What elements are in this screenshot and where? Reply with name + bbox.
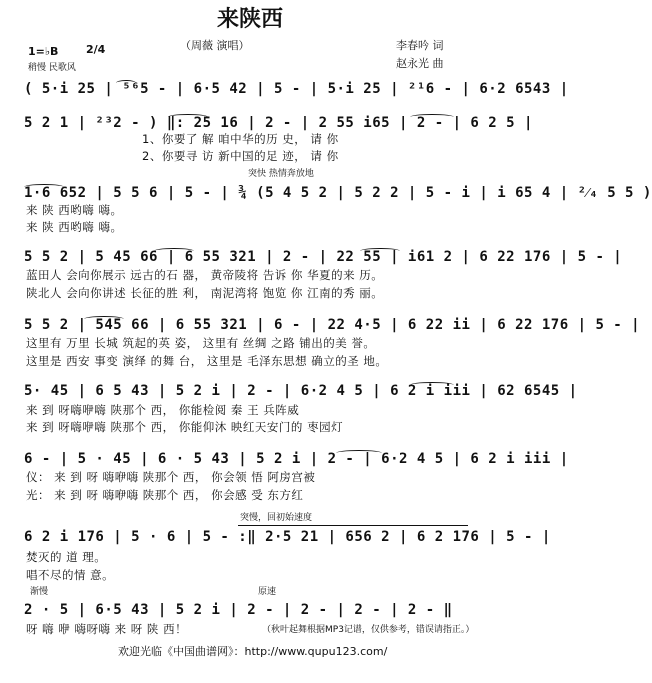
lyric-line: 这里有 万里 长城 筑起的英 姿， 这里有 丝绸 之路 铺出的美 誉。 xyxy=(26,336,376,350)
slur-mark xyxy=(360,248,400,254)
tempo-annotation: 突快 热情奔放地 xyxy=(248,169,314,179)
lyric-line: 唱不尽的情 意。 xyxy=(26,568,115,582)
slur-mark xyxy=(24,184,64,190)
volta-bracket xyxy=(238,525,468,526)
lyric-line: 1、你要了 解 咱中华的历 史， 请 你 xyxy=(142,132,339,146)
notation-line: 1·6 652 | 5 5 6 | 5 - | ¾ (5 4 5 2 | 5 2 2 | 5 - i | i 65 4 | ²⁄₄ 5 5 ) xyxy=(24,185,652,201)
slur-mark xyxy=(336,450,382,456)
notation-line: 5 5 2 | 5 45 66 | 6 55 321 | 2 - | 22 55 | i61 2 | 6 22 176 | 5 - | xyxy=(24,249,623,265)
footnote: （秋叶起舞根据MP3记谱，仅供参考，错误请指正。） xyxy=(262,625,475,635)
composer: 赵永光 曲 xyxy=(396,57,444,70)
tempo-annotation: 渐慢 xyxy=(30,587,49,597)
lyric-line: 仪： 来 到 呀 嗨咿嗨 陕那个 西， 你会领 悟 阿房宫被 xyxy=(26,470,316,484)
notation-line: 6 - | 5 · 45 | 6 · 5 43 | 5 2 i | 2 - | 6·2 4 5 | 6 2 i iii | xyxy=(24,451,569,467)
slur-mark xyxy=(410,114,454,120)
slur-mark xyxy=(84,316,124,322)
notation-line: 5 5 2 | 545 66 | 6 55 321 | 6 - | 22 4·5 | 6 22 ii | 6 22 176 | 5 - | xyxy=(24,317,641,333)
lyric-line: 光： 来 到 呀 嗨咿嗨 陕那个 西， 你会感 受 东方红 xyxy=(26,488,304,502)
lyric-line: 来 到 呀嗨咿嗨 陕那个 西， 你能检阅 秦 王 兵阵威 xyxy=(26,403,300,417)
notation-line: 6 2 i 176 | 5 · 6 | 5 - :‖ 2·5 21 | 656 2 | 6 2 176 | 5 - | xyxy=(24,529,551,545)
tempo-annotation: 突慢，回初始速度 xyxy=(240,513,313,523)
lyric-line: 呀 嗨 咿 嗨呀嗨 来 呀 陕 西！ xyxy=(26,622,188,636)
lyric-line: 来 陕 西哟嗨 嗨。 xyxy=(26,220,123,234)
lyric-line: 焚灭的 道 理。 xyxy=(26,550,107,564)
tempo-annotation: 原速 xyxy=(258,587,277,597)
key-signature: 1=♭B xyxy=(28,45,59,58)
time-signature: 2/4 xyxy=(86,43,106,56)
lyric-line: 2、你要寻 访 新中国的足 迹， 请 你 xyxy=(142,149,339,163)
lyric-line: 陕北人 会向你讲述 长征的胜 利， 南泥湾将 饱览 你 江南的秀 丽。 xyxy=(26,286,384,300)
slur-mark xyxy=(154,248,194,254)
slur-mark xyxy=(116,80,136,86)
notation-line: 5· 45 | 6 5 43 | 5 2 i | 2 - | 6·2 4 5 | 6 2 i iii | 62 6545 | xyxy=(24,383,578,399)
notation-line: ( 5·i 25 | ⁵⁶5 - | 6·5 42 | 5 - | 5·i 25 | ²¹6 - | 6·2 6543 | xyxy=(24,81,569,97)
lyric-line: 来 陕 西哟嗨 嗨。 xyxy=(26,203,123,217)
tempo-marking: 稍慢 民歌风 xyxy=(28,63,76,73)
slur-mark xyxy=(168,114,208,120)
song-title: 来陕西 xyxy=(216,6,283,32)
footer-credit: 欢迎光临《中国曲谱网》：http://www.qupu123.com/ xyxy=(118,645,388,658)
lyricist: 李春吟 词 xyxy=(396,39,444,52)
notation-line: 5 2 1 | ²³2 - ) ‖: 25 16 | 2 - | 2 55 i65 | 2 - | 6 2 5 | xyxy=(24,115,533,131)
notation-line: 2 · 5 | 6·5 43 | 5 2 i | 2 - | 2 - | 2 - | 2 - ‖ xyxy=(24,602,453,618)
performer: （周薇 演唱） xyxy=(180,39,250,52)
lyric-line: 这里是 西安 事变 演绎 的舞 台， 这里是 毛泽东思想 确立的圣 地。 xyxy=(26,354,388,368)
lyric-line: 蓝田人 会向你展示 远古的石 器， 黄帝陵将 告诉 你 华夏的来 历。 xyxy=(26,268,384,282)
slur-mark xyxy=(410,382,454,388)
lyric-line: 来 到 呀嗨咿嗨 陕那个 西， 你能仰沐 映红天安门的 枣园灯 xyxy=(26,420,344,434)
